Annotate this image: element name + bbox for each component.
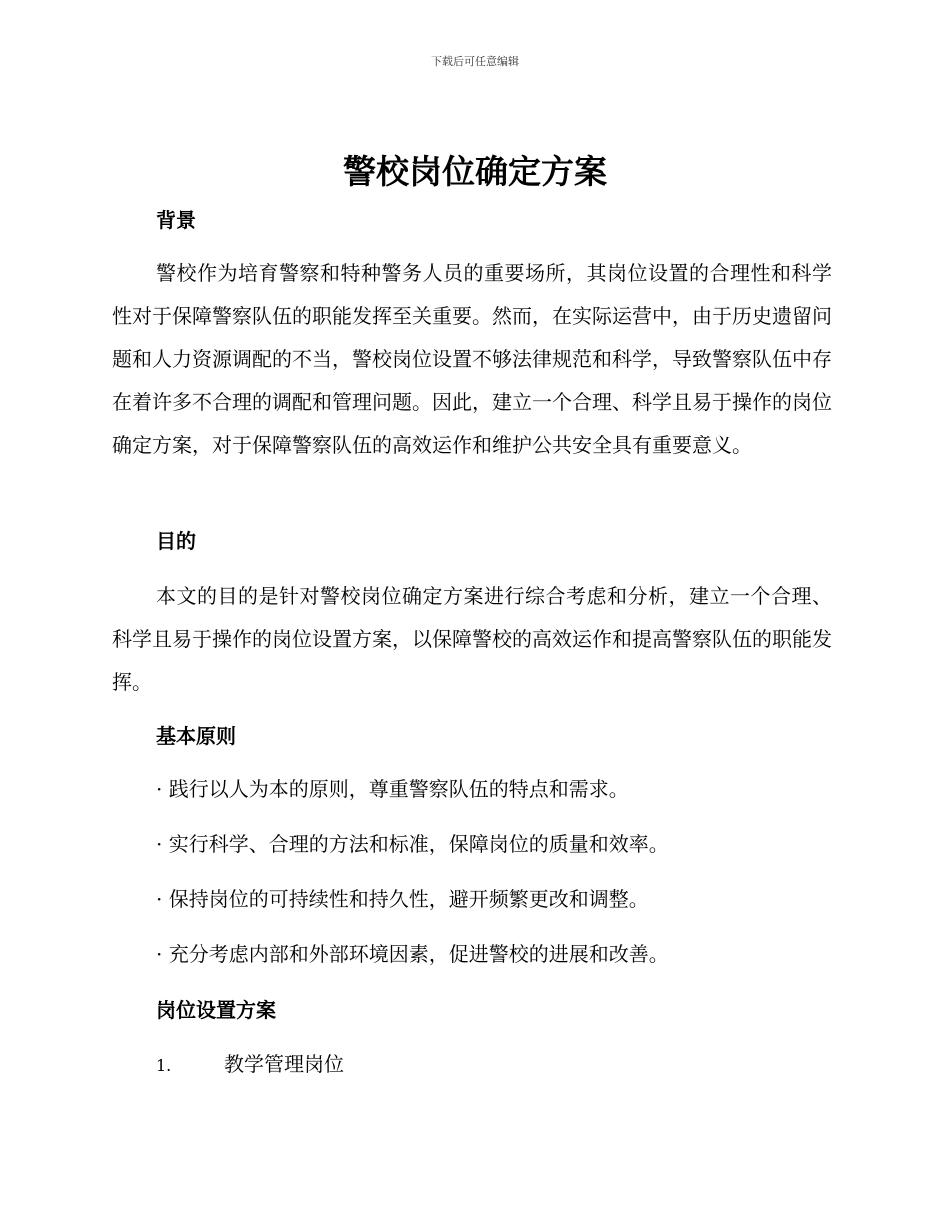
principle-item: · 充分考虑内部和外部环境因素，促进警校的进展和改善。 — [156, 942, 669, 966]
section-heading-principles: 基本原则 — [156, 724, 236, 748]
header-note: 下载后可任意编辑 — [431, 55, 519, 68]
plan-item-number: 1. — [156, 1056, 172, 1075]
plan-item-label: 教学管理岗位 — [224, 1052, 344, 1076]
document-title: 警校岗位确定方案 — [343, 152, 607, 191]
principle-item: · 践行以人为本的原则，尊重警察队伍的特点和需求。 — [156, 777, 629, 801]
section-heading-plan: 岗位设置方案 — [156, 998, 276, 1022]
principle-item: · 实行科学、合理的方法和标准，保障岗位的质量和效率。 — [156, 832, 669, 856]
principle-item: · 保持岗位的可持续性和持久性，避开频繁更改和调整。 — [156, 887, 649, 911]
section-heading-purpose: 目的 — [156, 529, 196, 553]
plan-list-item — [156, 1050, 344, 1080]
purpose-paragraph: 本文的目的是针对警校岗位确定方案进行综合考虑和分析，建立一个合理、科学且易于操作的岗位设置方案，以保障警校的高效运作和提高警察队伍的职能发挥。 — [112, 584, 832, 694]
background-paragraph: 警校作为培育警察和特种警务人员的重要场所，其岗位设置的合理性和科学性对于保障警察队伍的职能发挥至关重要。然而，在实际运营中，由于历史遗留问题和人力资源调配的不当，警校岗位设置不够法律规范和科学，导致警察队伍中存在着许多不合理的调配和管理问题。因此，建立一个合理、科学且易于操作的岗位确定方案，对于保障警察队伍的高效运作和维护公共安全具有重要意义。 — [112, 261, 832, 457]
section-heading-background: 背景 — [156, 208, 196, 232]
